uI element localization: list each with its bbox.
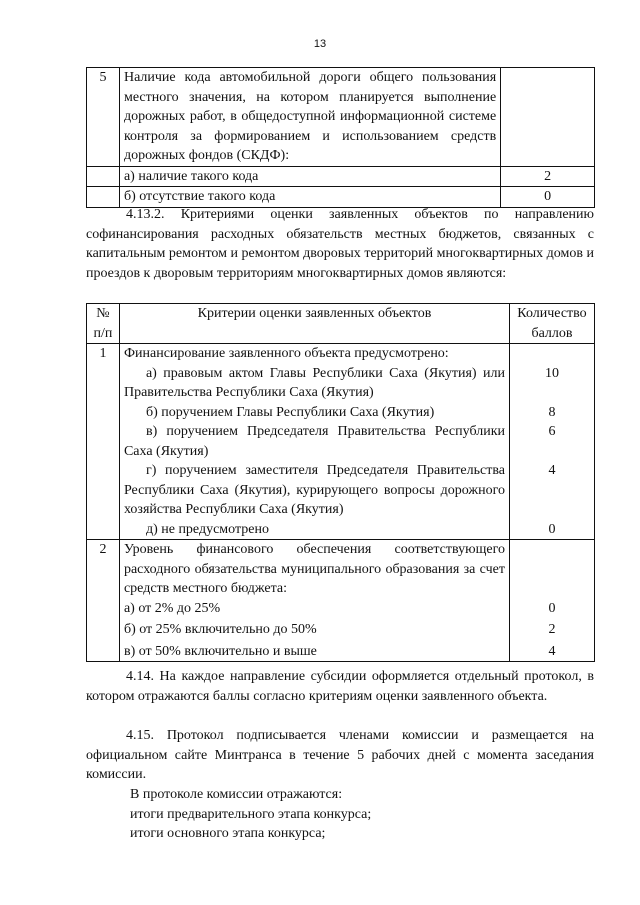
paragraph-4-13-2: 4.13.2. Критериями оценки заявленных объектов по направлению софинансирования расходных обязательств местных бюджетов, связанных с капитальным ремонтом и ремонтом дворовых территорий многоквартирных домов и проездов к дворовым территориям многоквартирных домов являются: bbox=[86, 207, 594, 281]
option-points: 4 bbox=[548, 643, 556, 659]
criterion-group bbox=[119, 540, 509, 662]
page-number: 13 bbox=[313, 38, 327, 50]
header-number: № п/п bbox=[87, 304, 120, 344]
paragraph-4-15: 4.15. Протокол подписывается членами комиссии и размещается на официальном сайте Минтранса в течение 5 рабочих дней с момента заседания комиссии. bbox=[86, 728, 594, 782]
criterion-option: б) от 25% включительно до 50% bbox=[123, 622, 317, 637]
row-number bbox=[87, 187, 120, 208]
criterion-points: 0 bbox=[501, 187, 595, 208]
list-intro: В протоколе комиссии отражаются: bbox=[130, 787, 343, 802]
row-number: 1 bbox=[87, 344, 120, 540]
criterion-text: Наличие кода автомобильной дороги общего пользования местного значения, на котором планируется выполнение дорожных работ, в общедоступной информационной системе контроля за формированием и использованием средств дорожных фондов (СКДФ): bbox=[119, 68, 500, 167]
option-points: 6 bbox=[548, 424, 556, 439]
criterion-option: а) правовым актом Главы Республики Саха (Якутия) или Правительства Республики Саха (Якутия) bbox=[123, 365, 505, 400]
criterion-option: г) поручением заместителя Председателя Правительства Республики Саха (Якутия), курирующего вопросы дорожного хозяйства Республики Саха (Якутия) bbox=[123, 463, 505, 517]
criterion-option: а) от 2% до 25% bbox=[123, 600, 221, 616]
criterion-option: б) поручением Главы Республики Саха (Якутия) bbox=[145, 404, 435, 420]
table-row bbox=[87, 68, 595, 167]
criterion-text: а) наличие такого кода bbox=[119, 166, 500, 187]
criterion-option: в) поручением Председателя Правительства Республики Саха (Якутия) bbox=[123, 424, 505, 459]
option-points: 2 bbox=[548, 622, 556, 637]
table-row bbox=[87, 166, 595, 187]
table-row bbox=[87, 540, 595, 662]
criterion-title: Уровень финансового обеспечения соответствующего расходного обязательства муниципального образования за счет средств местного бюджета: bbox=[123, 542, 505, 596]
paragraph-4-14: 4.14. На каждое направление субсидии оформляется отдельный протокол, в котором отражаются баллы согласно критериям оценки заявленного объекта. bbox=[86, 669, 594, 704]
list-item: итоги предварительного этапа конкурса; bbox=[130, 806, 372, 822]
header-criteria: Критерии оценки заявленных объектов bbox=[119, 304, 509, 344]
table-header-row bbox=[87, 304, 595, 344]
criterion-text: б) отсутствие такого кода bbox=[119, 187, 500, 208]
criterion-points: 2 bbox=[501, 166, 595, 187]
row-number: 5 bbox=[87, 68, 120, 167]
option-points: 0 bbox=[548, 521, 556, 537]
table-row bbox=[87, 344, 595, 540]
table-row bbox=[87, 187, 595, 208]
option-points: 4 bbox=[548, 463, 556, 478]
points-column bbox=[510, 540, 595, 662]
criterion-group bbox=[119, 344, 509, 540]
row-number bbox=[87, 166, 120, 187]
list-item: итоги основного этапа конкурса; bbox=[130, 826, 326, 841]
option-points: 8 bbox=[548, 404, 556, 420]
option-points: 10 bbox=[545, 365, 559, 381]
criterion-points bbox=[501, 68, 595, 167]
criteria-table bbox=[86, 303, 595, 662]
header-points: Количество баллов bbox=[510, 304, 595, 344]
row-number: 2 bbox=[87, 540, 120, 662]
criterion-option: в) от 50% включительно и выше bbox=[123, 643, 317, 659]
criterion-option: д) не предусмотрено bbox=[145, 521, 269, 537]
option-points: 0 bbox=[548, 600, 556, 616]
points-column bbox=[510, 344, 595, 540]
criterion-title: Финансирование заявленного объекта предусмотрено: bbox=[123, 346, 449, 361]
protocol-list bbox=[86, 785, 594, 844]
criteria-table-continued bbox=[86, 67, 595, 208]
